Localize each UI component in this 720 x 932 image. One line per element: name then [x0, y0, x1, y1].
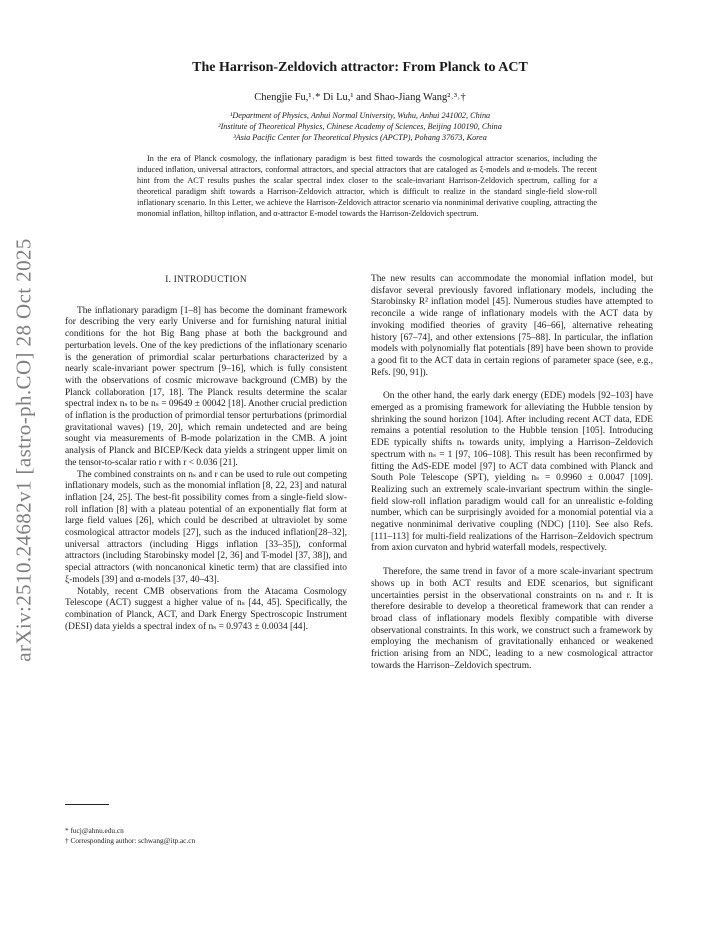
- paper-title: The Harrison-Zeldovich attractor: From Planck to ACT: [192, 60, 528, 75]
- affiliation-1: ¹Department of Physics, Anhui Normal University, Wuhu, Anhui 241002, China: [229, 111, 491, 120]
- footnote-email: * fucj@ahnu.edu.cn: [65, 826, 124, 835]
- author-list: Chengjie Fu,¹˒* Di Lu,¹ and Shao-Jiang Wang²˒³˒†: [254, 92, 466, 103]
- right-column: [371, 274, 653, 673]
- arxiv-stamp-text: arXiv:2510.24682v1 [astro-ph.CO] 28 Oct 2025: [11, 238, 36, 662]
- affiliations: [0, 110, 720, 143]
- footnotes: [65, 826, 347, 846]
- left-column: [65, 274, 347, 633]
- right-paragraph-2: On the other hand, the early dark energy (EDE) models [92–103] have emerged as a promising framework for alleviating the Hubble tension by shrinking the sound horizon [104]. After including recent ACT data, EDE remains a potential resolution to the Hubble tension [105]. Introducing EDE typically shifts nₛ towards unity, implying a Harrison–Zeldovich spectrum with nₛ = 1 [97, 106–108]. This result has been reconfirmed by fitting the AdS-EDE model [97] to ACT data combined with Planck and South Pole Telescope (SPT), yielding nₛ = 0.9960 ± 0.0047 [109]. Realizing such an extremely scale-invariant spectrum within the single-field slow-roll inflation paradigm would call for an unrealistic e-folding number, which can be surprisingly avoided for a monomial potential via a negative nonminimal derivative coupling (NDC) [110]. See also Refs. [111–113] for multi-field realizations of the Harrison–Zeldovich spectrum from axion curvaton and hybrid waterfall models, respectively.: [371, 391, 653, 554]
- affiliation-3: ³Asia Pacific Center for Theoretical Physics (APCTP), Pohang 37673, Korea: [233, 133, 487, 142]
- intro-paragraph-1: The inflationary paradigm [1–8] has become the dominant framework for describing the very early Universe and for furnishing natural initial conditions for the hot Big Bang phase at both the background and perturbation levels. One of the key predictions of the inflationary scenario is the generation of primordial scalar perturbations characterized by a nearly scale-invariant power spectrum [9–16], which is fully consistent with the observations of cosmic microwave background (CMB) by the Planck collaboration [17, 18]. The Planck results determine the scalar spectral index nₛ to be nₛ = 09649 ± 00042 [18]. Another crucial prediction of inflation is the production of primordial tensor perturbations (primordial gravitational waves) [19, 20], which remain undetected and are being sought via measurements of B-mode polarization in the CMB. A joint analysis of Planck and BICEP/Keck data yields a stringent upper limit on the tensor-to-scalar ratio r with r < 0.036 [21].: [65, 305, 347, 468]
- arxiv-stamp: [4, 230, 44, 670]
- section-heading-introduction: I. INTRODUCTION: [165, 274, 247, 284]
- footnote-corresponding: † Corresponding author: schwang@itp.ac.cn: [65, 836, 196, 845]
- intro-paragraph-3: Notably, recent CMB observations from the Atacama Cosmology Telescope (ACT) suggest a higher value of nₛ [44, 45]. Specifically, the combination of Planck, ACT, and Dark Energy Spectroscopic Instrument (DESI) data yields a spectral index of nₛ = 0.9743 ± 0.0034 [44].: [65, 586, 347, 632]
- affiliation-2: ²Institute of Theoretical Physics, Chinese Academy of Sciences, Beijing 100190, China: [218, 122, 502, 131]
- right-paragraph-1: The new results can accommodate the monomial inflation model, but disfavor several previously favored inflationary models, including the Starobinsky R² inflation model [45]. Numerous studies have attempted to reconcile a wide range of inflationary models with the ACT data by invoking modified theories of gravity [46–66], alternative reheating history [67–74], and other extensions [75–88]. In particular, the inflation models with polynomially flat potentials [89] have been shown to provide a good fit to the ACT data in certain regions of parameter space (see, e.g., Refs. [90, 91]).: [371, 274, 653, 378]
- intro-paragraph-2: The combined constraints on nₛ and r can be used to rule out competing inflationary models, such as the monomial inflation [8, 22, 23] and natural inflation [24, 25]. The best-fit possibility comes from a single-field slow-roll inflation [8] with a plateau potential of an exponentially flat form at large field values [26], which could be described at ultraviolet by some cosmological attractor models [27], such as the induced inflation[28–32], universal attractors (including Higgs inflation [33–35]), conformal attractors (including Starobinsky model [2, 36] and T-model [37, 38]), and special attractors (with noncanonical kinetic term) that are classified into ξ-models [39] and α-models [37, 40–43].: [65, 469, 347, 585]
- right-paragraph-3: Therefore, the same trend in favor of a more scale-invariant spectrum shows up in both ACT results and EDE scenarios, but significant uncertainties persist in the observational constraints on nₛ and r. It is therefore desirable to develop a theoretical framework that can render a broad class of inflationary models flexibly compatible with diverse observational constraints. In this work, we construct such a framework by employing the mechanism of gravitationally enhanced or weakened friction arising from an NDC, leading to a new cosmological attractor towards the Harrison–Zeldovich spectrum.: [371, 567, 653, 671]
- abstract: In the era of Planck cosmology, the inflationary paradigm is best fitted towards the cosmological attractor scenarios, including the induced inflation, universal attractors, conformal attractors, and special attractors that are cataloged as ξ-models and α-models. The recent hint from the ACT results pushes the scalar spectral index closer to the scale-invariant Harrison-Zeldovich spectrum, calling for a theoretical paradigm shift towards a Harrison-Zeldovich attractor, which is difficult to realize in the standard single-field slow-roll inflationary scenario. In this Letter, we achieve the Harrison-Zeldovich attractor scenario via nonminimal derivative coupling, attracting the monomial inflation, hilltop inflation, and α-attractor E-model towards the Harrison-Zeldovich spectrum.: [137, 154, 597, 219]
- footnote-divider: [65, 804, 109, 805]
